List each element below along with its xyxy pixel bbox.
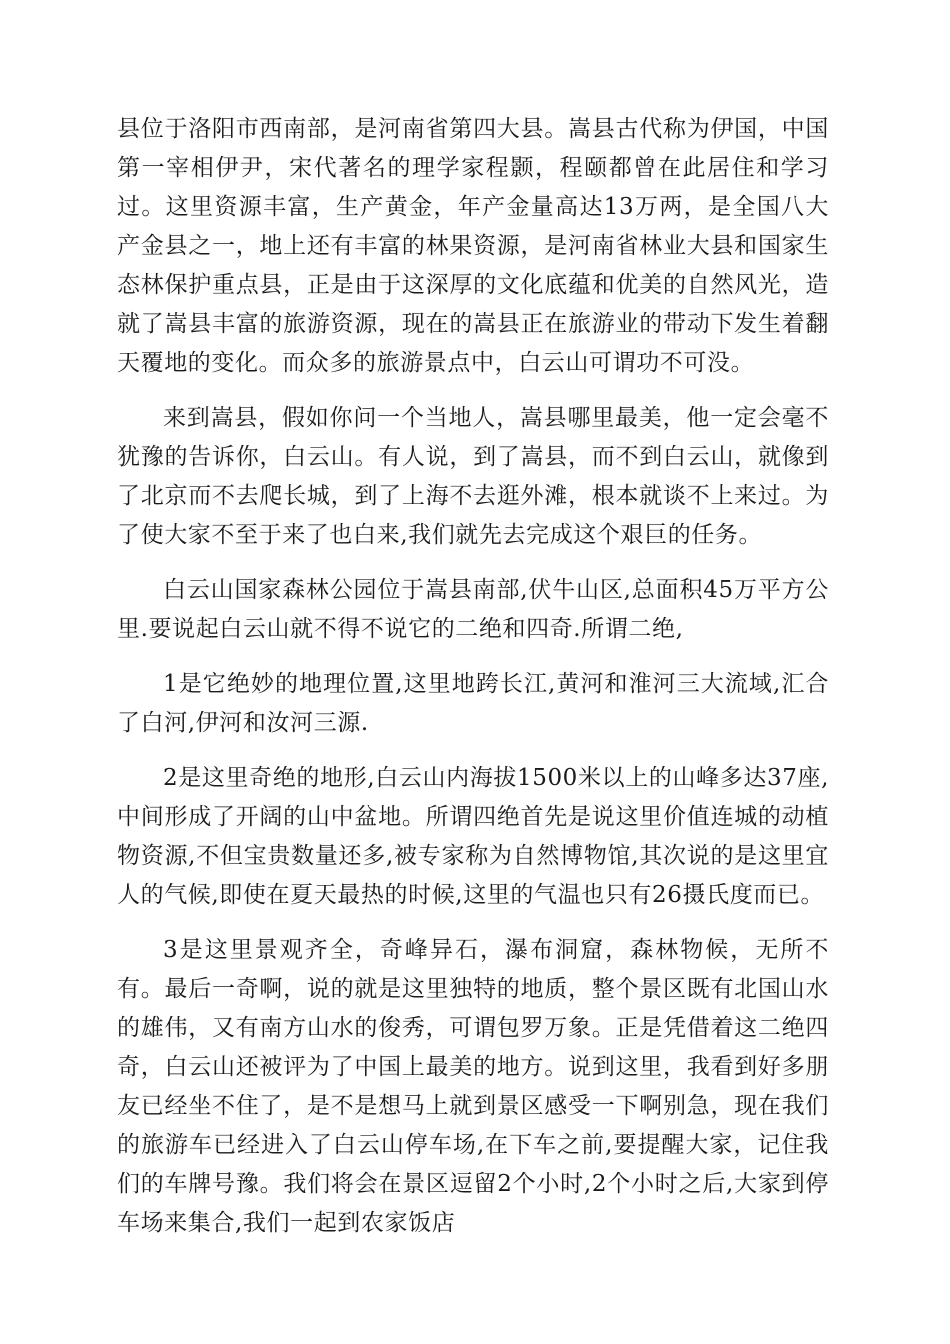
paragraph-6: 3是这里景观齐全，奇峰异石，瀑布洞窟，森林物候，无所不有。最后一奇啊，说的就是这里独特的地质，整个景区既有北国山水的雄伟，又有南方山水的俊秀，可谓包罗万象。正是凭借着这二绝四奇，白云山还被评为了中国上最美的地方。说到这里，我看到好多朋友已经坐不住了，是不是想马上就到景区感受一下啊别急，现在我们的旅游车已经进入了白云山停车场,在下车之前,要提醒大家，记住我们的车牌号豫。我们将会在景区逗留2个小时,2个小时之后,大家到停车场来集合,我们一起到农家饭店 [117,937,829,1236]
paragraph-4: 1是它绝妙的地理位置,这里地跨长江,黄河和淮河三大流域,汇合了白河,伊河和汝河三源. [117,671,829,736]
paragraph-3: 白云山国家森林公园位于嵩县南部,伏牛山区,总面积45万平方公里.要说起白云山就不得不说它的二绝和四奇.所谓二绝, [117,577,829,642]
document-body [117,110,829,1259]
paragraph-1: 县位于洛阳市西南部，是河南省第四大县。嵩县古代称为伊国，中国第一宰相伊尹，宋代著名的理学家程颢，程颐都曾在此居住和学习过。这里资源丰富，生产黄金，年产金量高达13万两，是全国八大产金县之一，地上还有丰富的林果资源，是河南省林业大县和国家生态林保护重点县，正是由于这深厚的文化底蕴和优美的自然风光，造就了嵩县丰富的旅游资源，现在的嵩县正在旅游业的带动下发生着翻天覆地的变化。而众多的旅游景点中，白云山可谓功不可没。 [117,116,829,376]
paragraph-5: 2是这里奇绝的地形,白云山内海拔1500米以上的山峰多达37座,中间形成了开阔的山中盆地。所谓四绝首先是说这里价值连城的动植物资源,不但宝贵数量还多,被专家称为自然博物馆,其次说的是这里宜人的气候,即使在夏天最热的时候,这里的气温也只有26摄氏度而已。 [117,765,829,908]
paragraph-2: 来到嵩县，假如你问一个当地人，嵩县哪里最美，他一定会毫不犹豫的告诉你，白云山。有人说，到了嵩县，而不到白云山，就像到了北京而不去爬长城，到了上海不去逛外滩，根本就谈不上来过。为了使大家不至于来了也白来,我们就先去完成这个艰巨的任务。 [117,405,829,548]
